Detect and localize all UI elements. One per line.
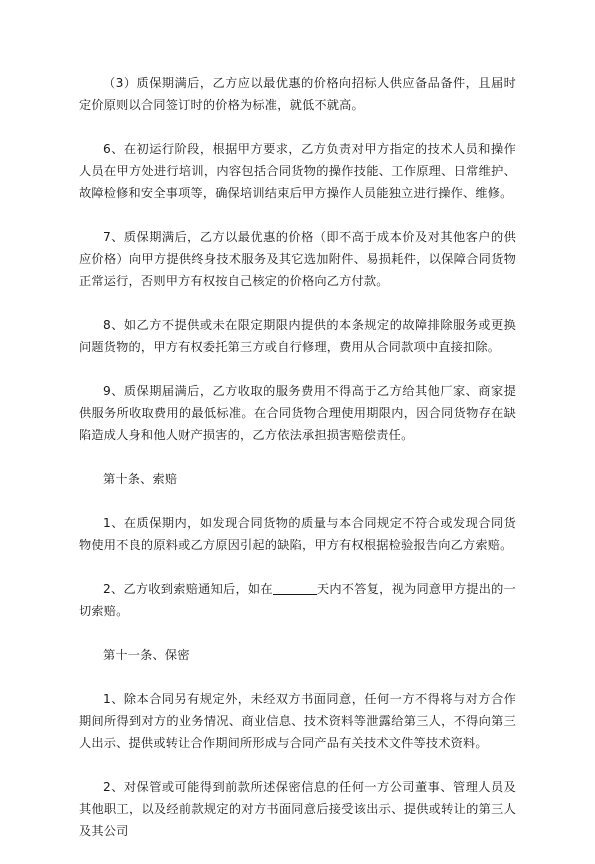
paragraph-third-party-repair: 8、如乙方不提供或未在限定期限内提供的本条规定的故障排除服务或更换问题货物的，甲方有权委托第三方或自行修理，费用从合同款项中直接扣除。: [79, 318, 516, 354]
days-blank-field: [273, 580, 317, 595]
paragraph-confidentiality-2: 2、对保管或可能得到前款所述保密信息的任何一方公司董事、管理人员及其他职工，以及经前款规定的对方书面同意后接受该出示、提供或转让的第三人及其公司: [79, 780, 516, 838]
section-heading-claims: 第十条、索赔: [103, 472, 178, 486]
claims-2-text-after: 天内不答复，视为同意甲方提出的一切索赔。: [79, 582, 517, 618]
paragraph-training: 6、在初运行阶段，根据甲方要求，乙方负责对甲方指定的技术人员和操作人员在甲方处进行培训，内容包括合同货物的操作技能、工作原理、日常维护、故障检修和安全事项等，确保培训结束后甲方操作人员能独立进行操作、维修。: [79, 142, 516, 200]
paragraph-spare-parts: （3）质保期满后，乙方应以最优惠的价格向招标人供应备品备件，且届时定价原则以合同签订时的价格为标准，就低不就高。: [79, 76, 516, 112]
paragraph-confidentiality-1: 1、除本合同另有规定外，未经双方书面同意，任何一方不得将与对方合作期间所得到对方的业务情况、商业信息、技术资料等泄露给第三人，不得向第三人出示、提供或转让合作期间所形成与合同产品有关技术文件等技术资料。: [79, 692, 516, 750]
paragraph-claims-1: 1、在质保期内，如发现合同货物的质量与本合同规定不符合或发现合同货物使用不良的原料或乙方原因引起的缺陷，甲方有权根据检验报告向乙方索赔。: [79, 516, 516, 552]
section-heading-confidentiality: 第十一条、保密: [103, 648, 190, 662]
document-body: [79, 72, 516, 864]
paragraph-claims-2: [79, 578, 516, 622]
claims-2-text-before: 2、乙方收到索赔通知后，如在: [103, 582, 273, 596]
paragraph-lifetime-service: 7、质保期满后，乙方以最优惠的价格（即不高于成本价及对其他客户的供应价格）向甲方提供终身技术服务及其它选加附件、易损耗件，以保障合同货物正常运行，否则甲方有权按自己核定的价格向乙方付款。: [79, 230, 516, 288]
paragraph-service-fees: 9、质保期届满后，乙方收取的服务费用不得高于乙方给其他厂家、商家提供服务所收取费用的最低标准。在合同货物合理使用期限内，因合同货物存在缺陷造成人身和他人财产损害的，乙方依法承担损害赔偿责任。: [79, 384, 516, 442]
